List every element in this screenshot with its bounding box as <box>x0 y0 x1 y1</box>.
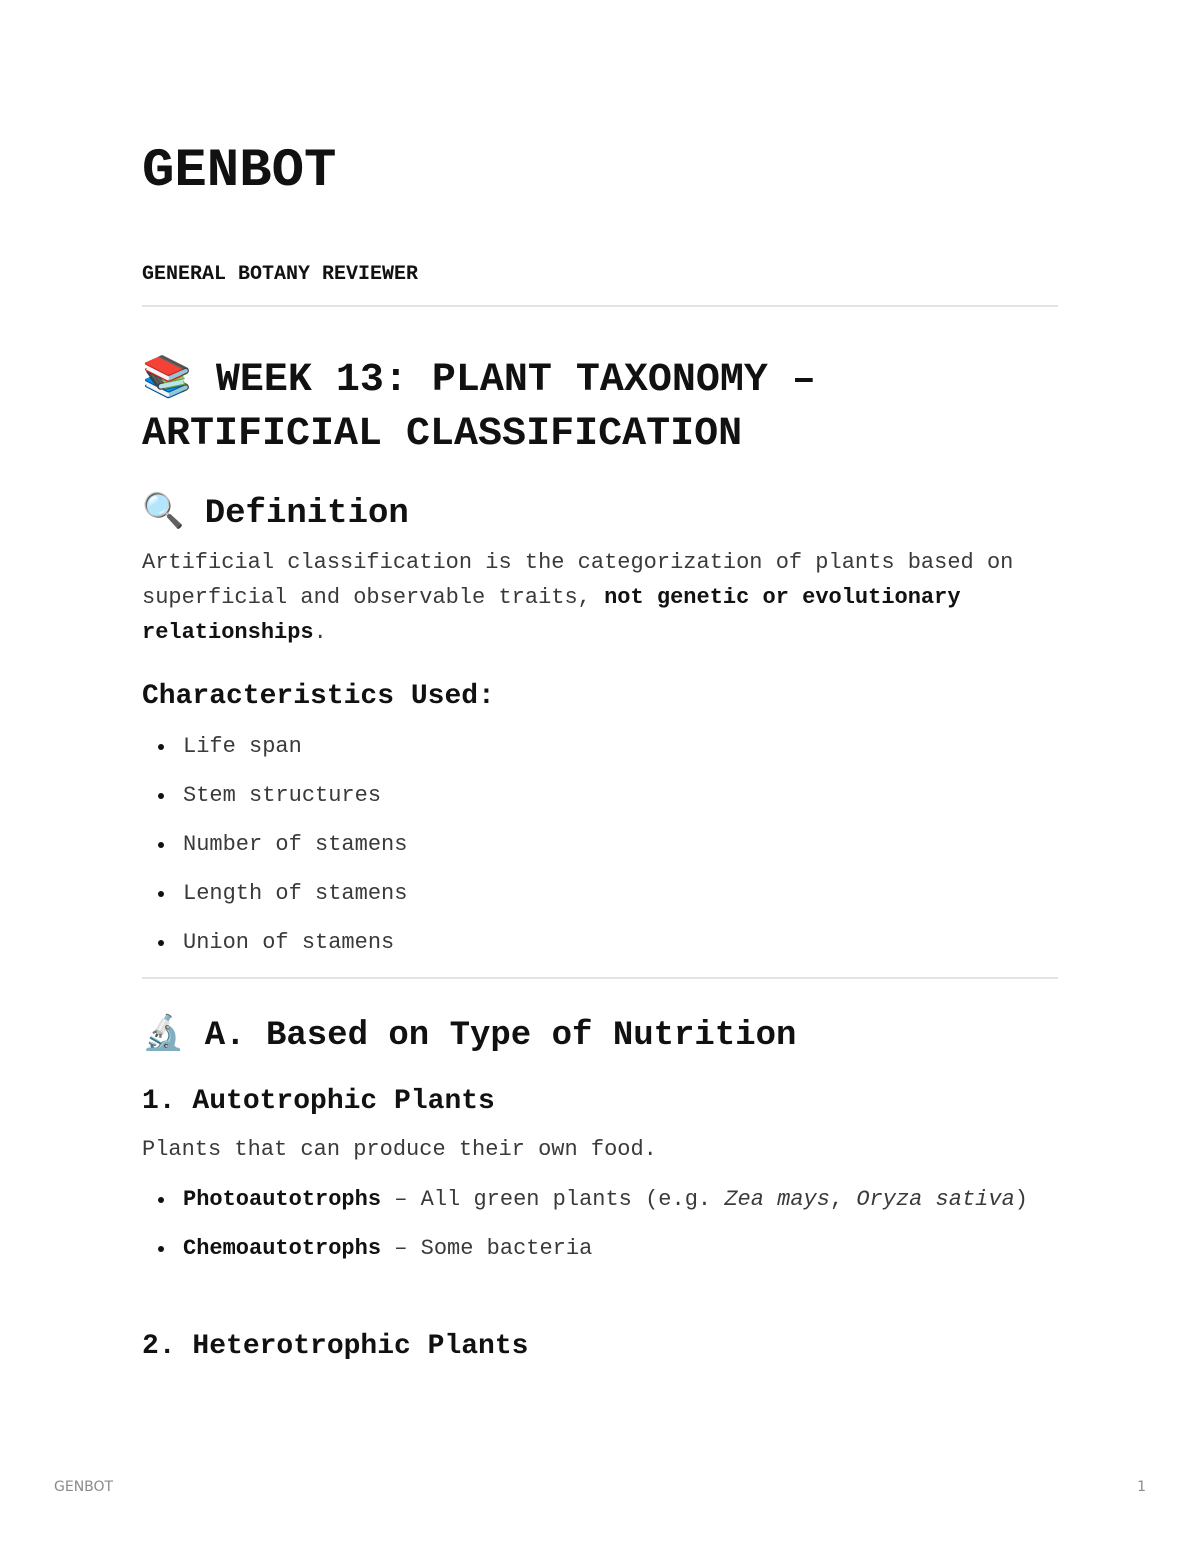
list-item-text: , <box>829 1187 857 1212</box>
definition-text: Artificial classification is the categorization of plants based on superficial and observable traits, <box>142 550 1014 610</box>
list-item <box>142 1231 1058 1266</box>
list-item: Length of stamens <box>142 876 1058 911</box>
books-icon: 📚 <box>142 354 192 400</box>
list-item: Union of stamens <box>142 925 1058 960</box>
autotrophic-list <box>142 1182 1058 1280</box>
list-item <box>142 1182 1058 1217</box>
chemoautotrophs-term: Chemoautotrophs <box>183 1236 382 1261</box>
list-item-text: – Some bacteria <box>381 1236 593 1261</box>
list-item-text: ) <box>1014 1187 1028 1212</box>
definition-emphasis: not genetic or evolutionary relationships <box>142 585 961 645</box>
nutrition-heading <box>142 1012 796 1057</box>
divider <box>142 305 1058 307</box>
photoautotrophs-term: Photoautotrophs <box>183 1187 382 1212</box>
footer-doc-name: GENBOT <box>54 1479 114 1495</box>
species-name: Zea mays <box>724 1187 830 1212</box>
page-number: 1 <box>1137 1479 1146 1495</box>
definition-heading <box>142 490 409 535</box>
microscope-icon: 🔬 <box>142 1013 185 1053</box>
list-item: Stem structures <box>142 778 1058 813</box>
list-item: Life span <box>142 729 1058 764</box>
autotrophic-description: Plants that can produce their own food. <box>142 1137 657 1162</box>
week-heading-text: WEEK 13: PLANT TAXONOMY – ARTIFICIAL CLASSIFICATION <box>142 358 816 457</box>
document-subtitle: GENERAL BOTANY REVIEWER <box>142 263 419 286</box>
definition-period: . <box>313 620 327 645</box>
nutrition-heading-text: A. Based on Type of Nutrition <box>204 1017 797 1055</box>
document-title: GENBOT <box>142 141 337 202</box>
magnifying-glass-icon: 🔍 <box>142 491 185 531</box>
autotrophic-heading: 1. Autotrophic Plants <box>142 1086 495 1117</box>
characteristics-list <box>142 729 1058 974</box>
definition-paragraph <box>142 545 1058 650</box>
species-name: Oryza sativa <box>856 1187 1015 1212</box>
characteristics-heading: Characteristics Used: <box>142 681 495 712</box>
divider <box>142 977 1058 979</box>
list-item: Number of stamens <box>142 827 1058 862</box>
definition-heading-text: Definition <box>204 495 409 533</box>
week-heading <box>142 350 1058 462</box>
heterotrophic-heading: 2. Heterotrophic Plants <box>142 1331 529 1362</box>
list-item-text: – All green plants (e.g. <box>381 1187 725 1212</box>
